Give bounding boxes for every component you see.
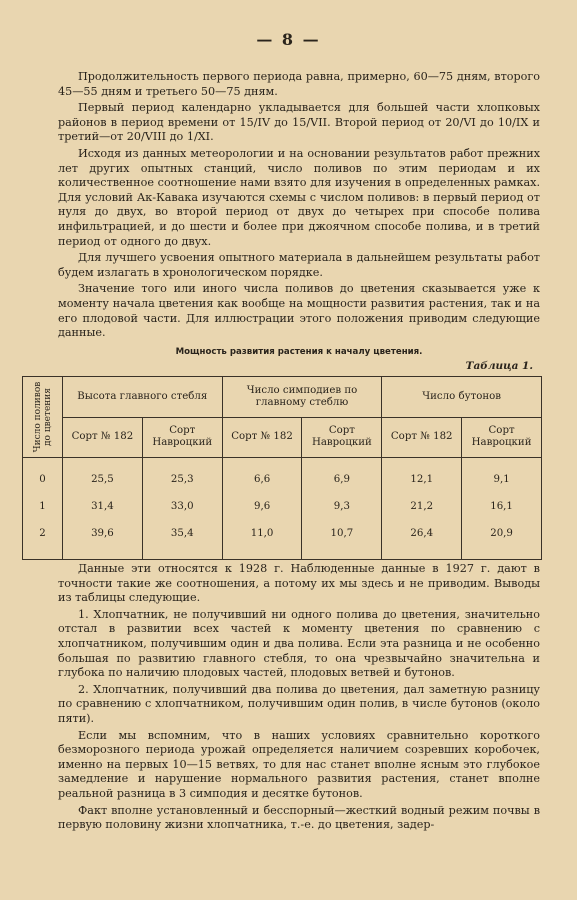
paragraph: Продолжительность первого периода равна, примерно, 60—75 дням, второго 45—55 дням и третьего 50—75 дням.: [58, 70, 540, 98]
table-cell: 9,3: [302, 493, 382, 520]
paragraph: Значение того или иного числа поливов до цветения сказывается уже к моменту начала цветения как вообще на мощности развития растения, так и на его плодовой части. Для иллюстрации этого положения приводим следующие данные.: [58, 282, 540, 340]
group-header: Число симподиев по главному стеблю: [222, 377, 382, 418]
paragraph: 2. Хлопчатник, получивший два полива до цветения, дал заметную разницу по сравнению с хлопчатником, получившим один полив, в числе бутонов (около пяти).: [58, 682, 540, 725]
text-block-top: [58, 70, 540, 341]
subcolumn-header: Сорт № 182: [382, 417, 462, 458]
table-cell: 21,2: [382, 493, 462, 520]
paragraph: Первый период календарно укладывается для большей части хлопковых районов в период времени от 15/IV до 15/VII. Второй период от 20/VI до 10/IX и третий—от 20/VIII до 1/XI.: [58, 101, 540, 144]
table-label: Таблица 1.: [465, 360, 533, 372]
table-cell: 35,4: [142, 520, 222, 560]
table-cell: 26,4: [382, 520, 462, 560]
paragraph: Исходя из данных метеорологии и на основании результатов работ прежних лет других опытных станций, число поливов по этим периодам и их количественное соотношение нами взято для изучения в определенных рамках. Для условий Ак-Кавака изучаются схемы с числом поливов: в первый период от нуля до двух, во второй период от двух до четырех при способе полива инфильтрацией, и до шести и более при джоячном способе полива, и в третий период от одного до двух.: [58, 146, 540, 248]
text-block-bottom: [58, 562, 540, 833]
table-cell: 9,1: [462, 458, 542, 494]
subcolumn-header: Сорт Навроцкий: [462, 417, 542, 458]
group-header: Высота главного стебля: [63, 377, 223, 418]
table-cell: 12,1: [382, 458, 462, 494]
table-cell: 0: [23, 458, 63, 494]
table-cell: 1: [23, 493, 63, 520]
data-table: [22, 376, 542, 560]
table-row: [23, 458, 542, 494]
subcolumn-header: Сорт № 182: [222, 417, 302, 458]
table-cell: 16,1: [462, 493, 542, 520]
group-header: Число бутонов: [382, 377, 542, 418]
table-cell: 31,4: [63, 493, 143, 520]
table-cell: 6,9: [302, 458, 382, 494]
paragraph: Факт вполне установленный и бесспорный—жесткий водный режим почвы в первую половину жизни хлопчатника, т.-е. до цветения, задер-: [58, 803, 540, 832]
page-number: — 8 —: [256, 30, 321, 49]
paragraph: Для лучшего усвоения опытного материала в дальнейшем результаты работ будем излагать в хронологическом порядке.: [58, 251, 540, 279]
table-cell: 25,3: [142, 458, 222, 494]
table-cell: 10,7: [302, 520, 382, 560]
subcolumn-header: Сорт Навроцкий: [302, 417, 382, 458]
table-caption: Мощность развития растения к началу цветения.: [175, 347, 423, 357]
paragraph: Если мы вспомним, что в наших условиях сравнительно короткого безморозного периода урожай определяется наличием созревших коробочек, именно на первых 10—15 ветвях, то для нас станет вполне ясным это глубокое замедление и нарушение нормального развития растения, станет вполне реальной разница в 3 симподия и десятке бутонов.: [58, 728, 540, 800]
table-cell: 2: [23, 520, 63, 560]
subcolumn-header: Сорт № 182: [63, 417, 143, 458]
table-row: [23, 493, 542, 520]
table-cell: 9,6: [222, 493, 302, 520]
table-cell: 6,6: [222, 458, 302, 494]
table-cell: 33,0: [142, 493, 222, 520]
subcolumn-header: Сорт Навроцкий: [142, 417, 222, 458]
row-header-cell: [23, 377, 63, 458]
table-cell: 39,6: [63, 520, 143, 560]
paragraph: 1. Хлопчатник, не получивший ни одного полива до цветения, значительно отстал в развитии всех частей к моменту цветения по сравнению с хлопчатником, получившим один и два полива. Если эта разница и не особенно большая по развитию главного стебля, то она чрезвычайно значительна и глубока по наличию плодовых частей, плодовых ветвей и бутонов.: [58, 607, 540, 680]
table-cell: 20,9: [462, 520, 542, 560]
table-cell: 25,5: [63, 458, 143, 494]
table-cell: 11,0: [222, 520, 302, 560]
table-row: [23, 520, 542, 560]
row-header-label: Число поливов до цветения: [32, 381, 53, 453]
paragraph: Данные эти относятся к 1928 г. Наблюденные данные в 1927 г. дают в точности такие же соотношения, а потому их мы здесь и не приводим. Выводы из таблицы следующие.: [58, 562, 540, 605]
